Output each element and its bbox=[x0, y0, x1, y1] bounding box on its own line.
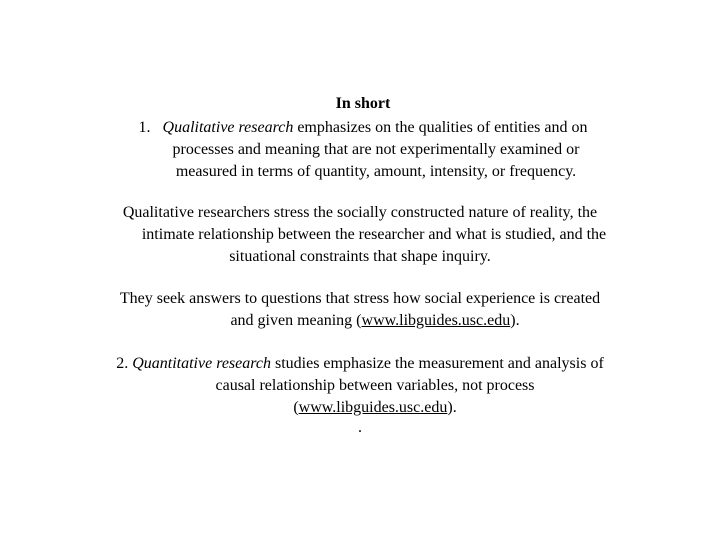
quantitative-line-3-post: ). bbox=[447, 399, 457, 416]
quantitative-line-3-pre: ( bbox=[293, 399, 299, 416]
researchers-line-1: Qualitative researchers stress the socially constructed nature of reality, the bbox=[122, 204, 598, 221]
quantitative-line-1-rest: studies emphasize the measurement and analysis of bbox=[274, 355, 604, 372]
quantitative-item-line-3 bbox=[15, 397, 720, 419]
qualitative-item-line-2: processes and meaning that are not experimentally examined or bbox=[172, 141, 580, 158]
libguides-link-1[interactable]: www.libguides.usc.edu bbox=[361, 312, 511, 329]
trailing-period: . bbox=[358, 419, 362, 436]
answers-line-2-post: ). bbox=[510, 312, 520, 329]
item-number-2: 2. bbox=[116, 355, 129, 372]
qualitative-line-1-rest: emphasizes on the qualities of entities and on bbox=[297, 119, 588, 136]
answers-line-2 bbox=[15, 310, 720, 332]
answers-line-2-pre: and given meaning ( bbox=[230, 312, 362, 329]
quantitative-term: Quantitative research bbox=[132, 355, 271, 372]
qualitative-term: Qualitative research bbox=[162, 119, 294, 136]
qualitative-item-line-3: measured in terms of quantity, amount, intensity, or frequency. bbox=[175, 163, 577, 180]
researchers-line-2: intimate relationship between the researcher and what is studied, and the bbox=[141, 226, 607, 243]
researchers-line-3: situational constraints that shape inquiry. bbox=[229, 248, 491, 265]
item-number-1: 1. bbox=[138, 119, 151, 136]
answers-line-1: They seek answers to questions that stress how social experience is created bbox=[119, 290, 601, 307]
qualitative-item-line-1 bbox=[3, 117, 720, 139]
heading: In short bbox=[335, 95, 391, 112]
quantitative-item-line-1 bbox=[0, 353, 720, 375]
libguides-link-2[interactable]: www.libguides.usc.edu bbox=[298, 399, 448, 416]
quantitative-item-line-2: causal relationship between variables, not process bbox=[215, 377, 535, 394]
